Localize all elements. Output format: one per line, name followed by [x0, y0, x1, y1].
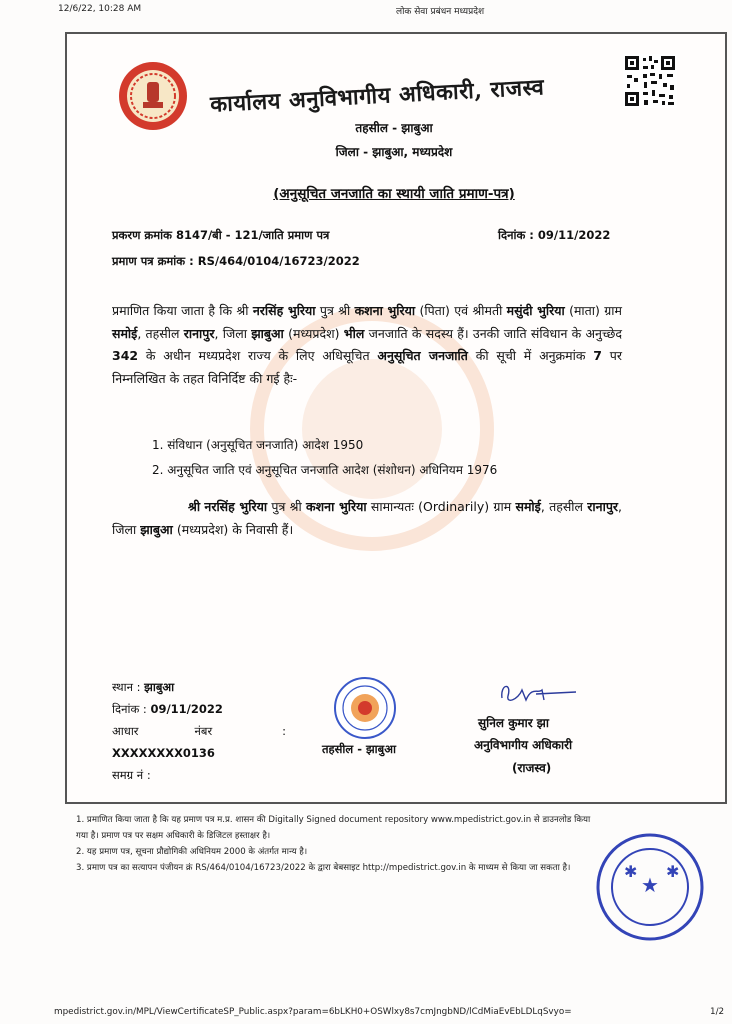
print-site-title: लोक सेवा प्रबंधन मध्यप्रदेश — [396, 7, 485, 17]
certificate-date: दिनांक : 09/11/2022 — [498, 228, 611, 242]
official-stamp-icon — [594, 832, 706, 942]
certificate-number: प्रमाण पत्र क्रमांक : RS/464/0104/16723/2022 — [112, 254, 360, 268]
order-item-1: 1. संविधान (अनुसूचित जनजाति) आदेश 1950 — [152, 438, 364, 452]
page-url[interactable]: mpedistrict.gov.in/MPL/ViewCertificateSP_Public.aspx?param=6bLKH0+OSWlxy8s7cmJngbND/lCdMiaEvEbLDLqSvyo= — [54, 1007, 572, 1017]
qr-code-icon — [623, 54, 677, 108]
page-number: 1/2 — [710, 1007, 725, 1017]
officer-department: (राजस्व) — [512, 761, 552, 775]
certificate-title: (अनुसूचित जनजाति का स्थायी जाति प्रमाण-पत्र) — [273, 186, 515, 202]
aadhaar-label: आधार नंबर : — [112, 724, 287, 738]
tehsil-line: तहसील - झाबुआ — [355, 121, 433, 135]
case-number: प्रकरण क्रमांक 8147/बी - 121/जाति प्रमाण पत्र — [112, 228, 330, 242]
note-line: 1. प्रमाणित किया जाता है कि यह प्रमाण पत्र म.प्र. शासन की Digitally Signed document repository www.mpedistrict.gov.in से डाउनलोड किया — [76, 815, 591, 825]
place: स्थान : झाबुआ — [112, 680, 175, 694]
seal-caption: तहसील - झाबुआ — [322, 742, 396, 756]
officer-designation: अनुविभागीय अधिकारी — [474, 738, 573, 752]
officer-name: सुनिल कुमार झा — [478, 716, 549, 730]
order-item-2: 2. अनुसूचित जाति एवं अनुसूचित जनजाति आदेश (संशोधन) अधिनियम 1976 — [152, 463, 498, 477]
officer-signature — [492, 676, 578, 710]
note-line: 3. प्रमाण पत्र का सत्यापन पंजीयन क्रं RS/464/0104/16723/2022 के द्वारा बेबसाइट http://mpedistrict.gov.in के माध्यम से किया जा सकता है। — [76, 863, 571, 873]
svg-text:★: ★ — [641, 873, 659, 897]
svg-text:✱: ✱ — [624, 862, 638, 881]
certificate-body: प्रमाणित किया जाता है कि श्री नरसिंह भुरिया पुत्र श्री कशना भुरिया (पिता) एवं श्रीमती मसुंदी भुरिया (माता) ग्राम समोई, तहसील रानापुर, जिला झाबुआ (मध्यप्रदेश) भील जनजाति के सदस्य हैं। उनकी जाति संविधान के अनुच्छेद 342 के अधीन मध्यप्रदेश राज्य के लिए अधिसूचित अनुसूचित जनजाति की सूची में अनुक्रमांक 7 पर निम्नलिखित के तहत विनिर्दिष्ट की गई हैः- — [112, 303, 623, 386]
print-datetime: 12/6/22, 10:28 AM — [58, 4, 142, 14]
tehsil-seal-icon — [333, 676, 397, 740]
aadhaar-number: XXXXXXXX0136 — [112, 746, 215, 760]
svg-text:✱: ✱ — [666, 862, 680, 881]
district-line: जिला - झाबुआ, मध्यप्रदेश — [335, 145, 453, 159]
note-line: गया है। प्रमाण पत्र पर सक्षम अधिकारी के डिजिटल हस्ताक्षर है। — [76, 831, 271, 841]
note-line: 2. यह प्रमाण पत्र, सूचना प्रौद्योगिकी अधिनियम 2000 के अंतर्गत मान्य है। — [76, 847, 308, 857]
residence-statement: श्री नरसिंह भुरिया पुत्र श्री कशना भुरिया सामान्यतः (Ordinarily) ग्राम समोई, तहसील रानापुर, जिला झाबुआ (मध्यप्रदेश) के निवासी हैं। — [112, 499, 623, 537]
issue-date: दिनांक : 09/11/2022 — [112, 702, 223, 716]
samagra-number: समग्र नं : — [112, 768, 151, 782]
office-title: कार्यालय अनुविभागीय अधिकारी, राजस्व — [209, 74, 545, 118]
